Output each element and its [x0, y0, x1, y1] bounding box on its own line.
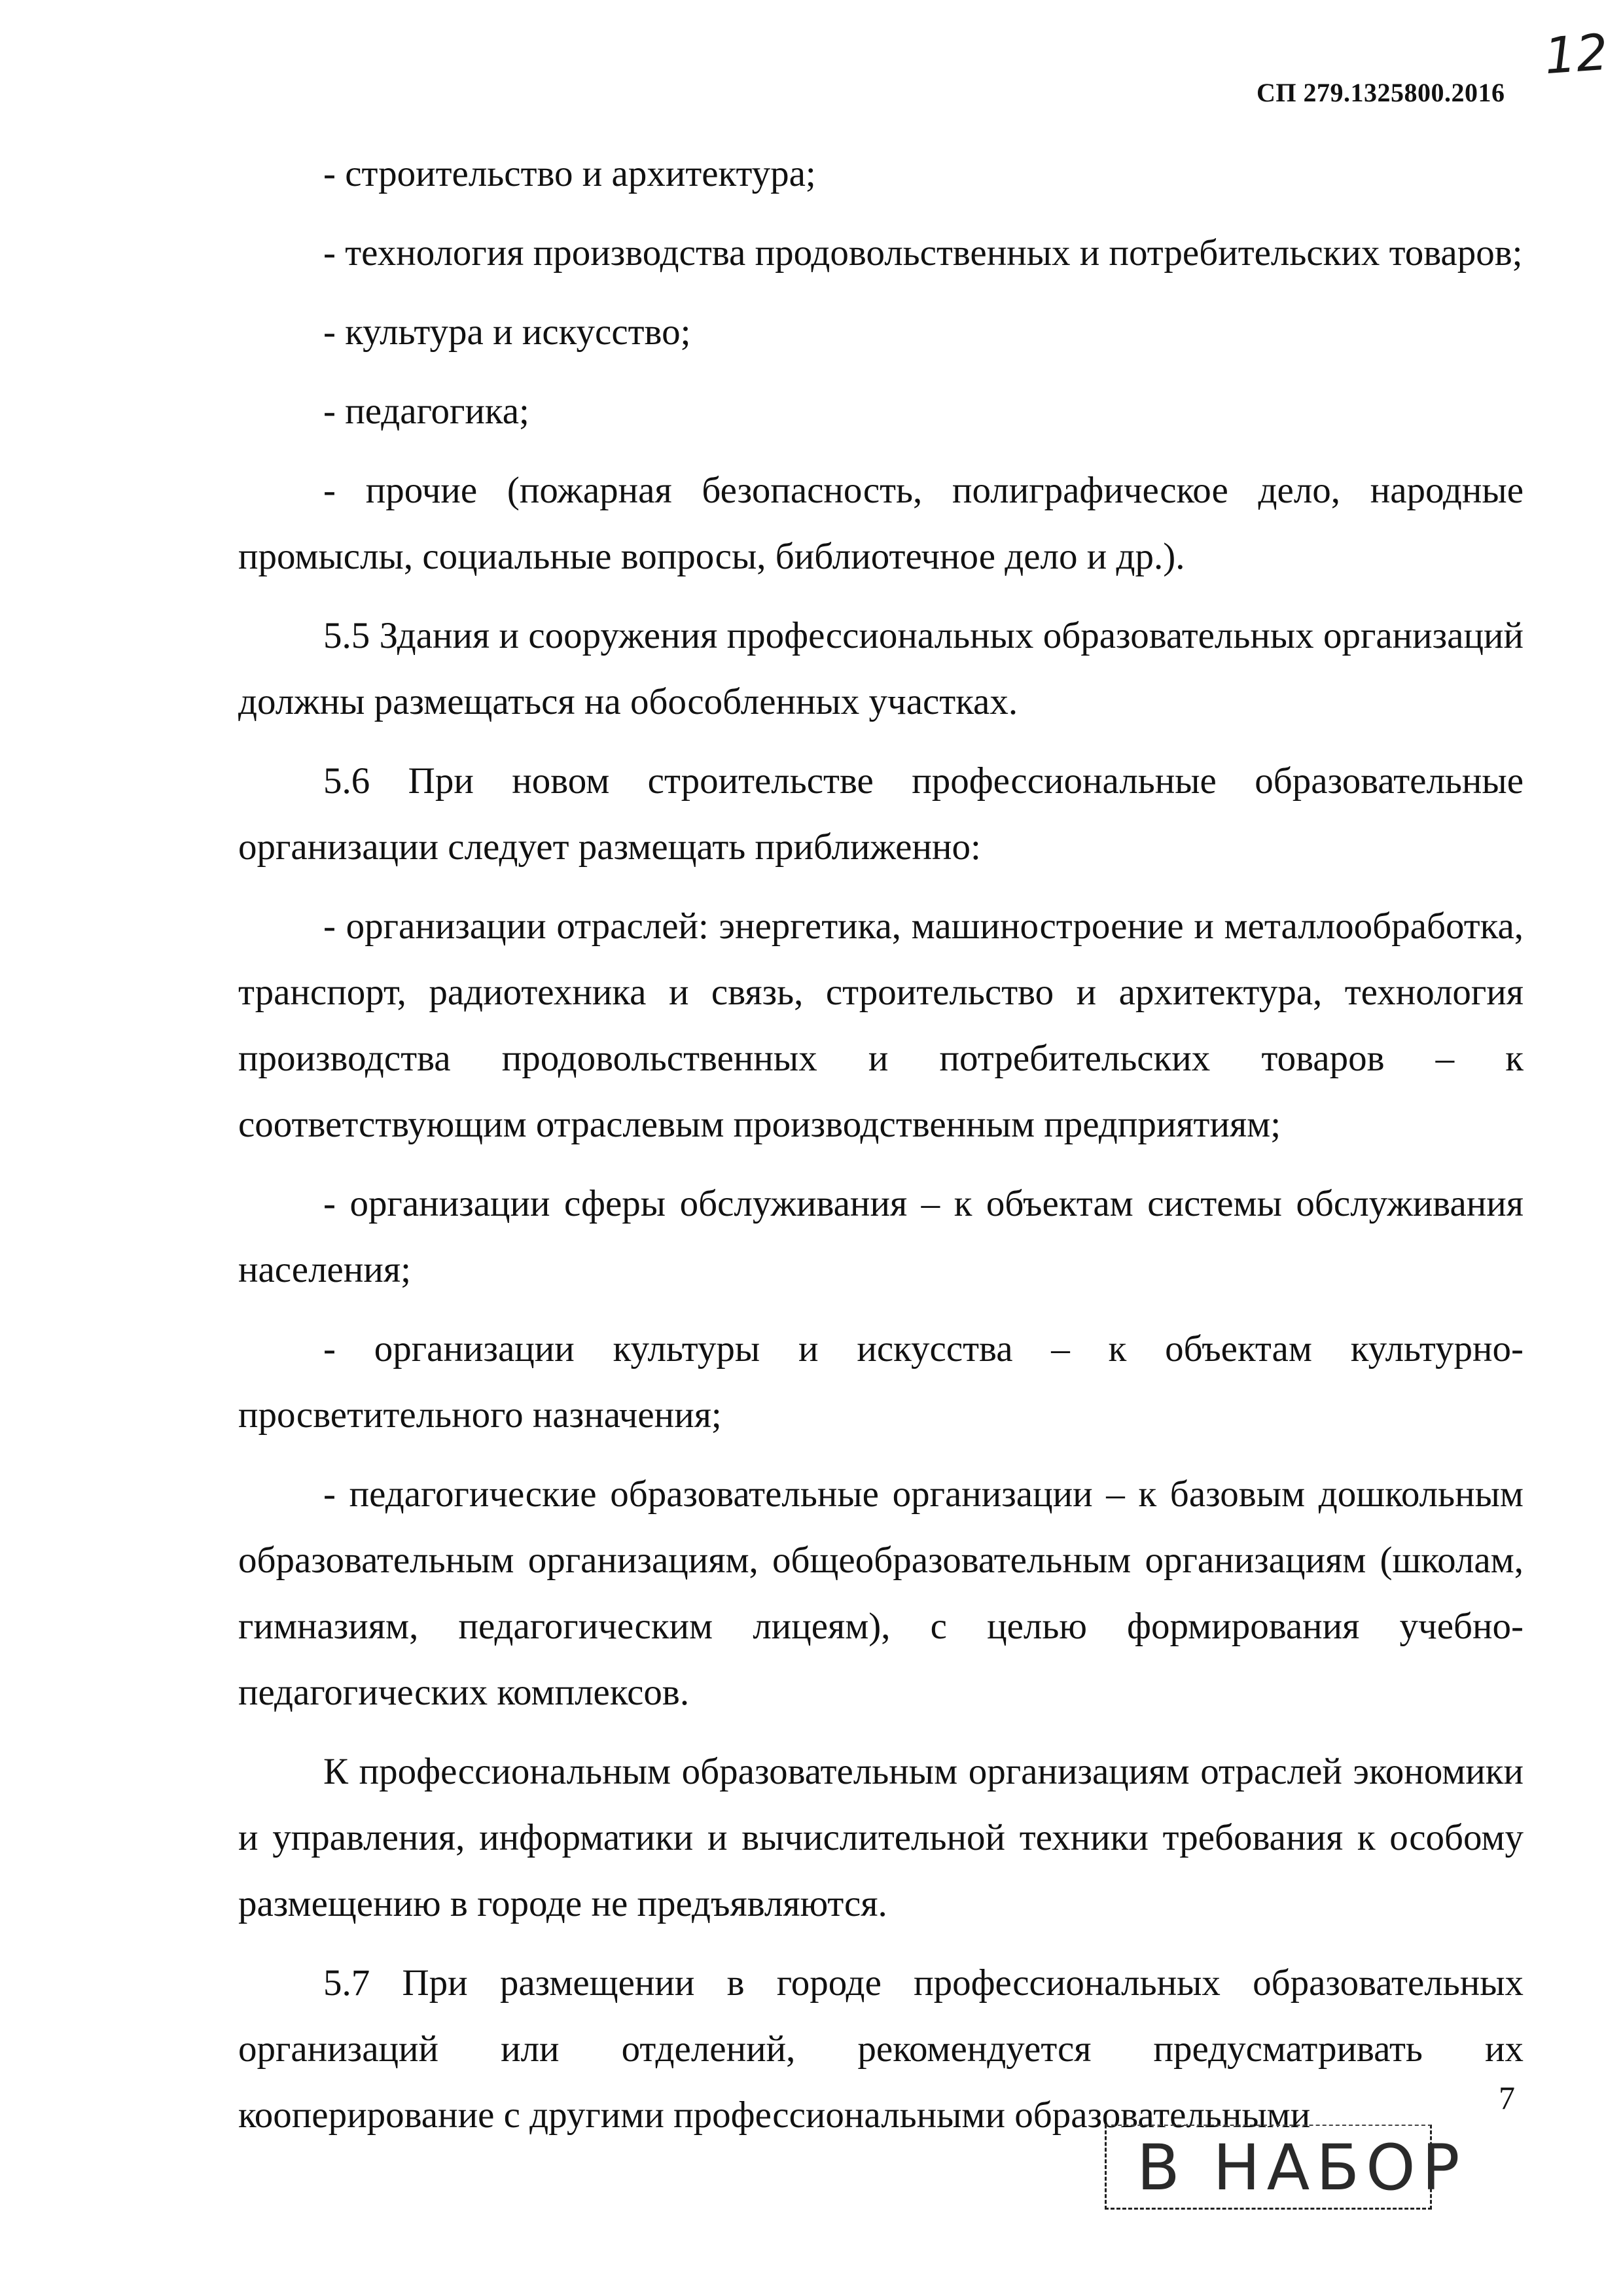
stamp-box: [1105, 2125, 1467, 2210]
section-5-6: 5.6 При новом строительстве профессиональные образовательные организации следует размещать приближенно:: [238, 760, 1524, 868]
document-body: [238, 141, 1524, 2148]
page-number: 7: [1499, 2079, 1515, 2116]
list-item-construction: - строительство и архитектура;: [323, 153, 816, 194]
stamp-text: В НАБОР: [1137, 2131, 1467, 2204]
document-code: СП 279.1325800.2016: [1257, 78, 1505, 107]
paragraph-economics-orgs: К профессиональным образовательным организациям отраслей экономики и управления, информатики и вычислительной техники требования к особому размещению в городе не предъявляются.: [238, 1751, 1524, 1924]
list-item-service-orgs: - организации сферы обслуживания – к объектам системы обслуживания населения;: [238, 1183, 1524, 1290]
list-item-pedagogy: - педагогика;: [323, 391, 529, 432]
list-item-pedagogical-orgs: - педагогические образовательные организации – к базовым дошкольным образовательным организациям, общеобразовательным организациям (школам, гимназиям, педагогическим лицеям), с целью формирования учебно-педагогических комплексов.: [238, 1474, 1524, 1713]
list-item-culture-orgs: - организации культуры и искусства – к объектам культурно-просветительного назначения;: [238, 1328, 1524, 1436]
section-5-7: 5.7 При размещении в городе профессиональных образовательных организаций или отделений, рекомендуется предусматривать их кооперирование с другими профессиональными образовательными: [238, 1962, 1524, 2136]
section-5-5: 5.5 Здания и сооружения профессиональных образовательных организаций должны размещаться на обособленных участках.: [238, 615, 1524, 722]
handwritten-page-number: 12: [1543, 22, 1610, 86]
list-item-industry-orgs: - организации отраслей: энергетика, машиностроение и металлообработка, транспорт, радиотехника и связь, строительство и архитектура, технология производства продовольственных и потребительских товаров – к соответствующим отраслевым производственным предприятиям;: [238, 906, 1524, 1145]
list-item-other: - прочие (пожарная безопасность, полиграфическое дело, народные промыслы, социальные вопросы, библиотечное дело и др.).: [238, 470, 1524, 577]
list-item-culture-art: - культура и искусство;: [323, 311, 691, 353]
list-item-food-technology: - технология производства продовольственных и потребительских товаров;: [323, 232, 1523, 274]
